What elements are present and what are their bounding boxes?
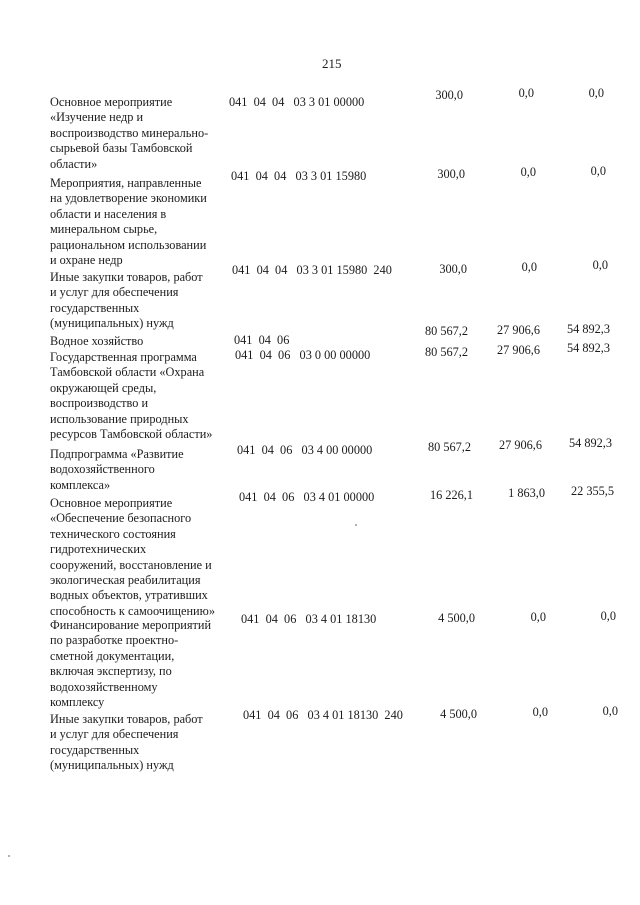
value-year-2: 0,0: [518, 86, 534, 100]
row-code: 041 04 06 03 4 00 00000: [237, 443, 373, 457]
value-year-1: 80 567,2: [424, 324, 468, 338]
row-name-line: водохозяйственного: [50, 462, 155, 477]
row-name-line: сметной документации,: [50, 648, 175, 663]
scan-speck: [355, 524, 357, 526]
row-name-line: «Обеспечение безопасного: [50, 511, 192, 526]
row-name-line: по разработке проектно-: [50, 633, 179, 648]
value-year-2: 0,0: [532, 705, 548, 719]
row-name-line: водохозяйственному: [50, 679, 158, 694]
row-name-line: и услуг для обеспечения: [50, 727, 179, 742]
row-code: 041 04 06 03 4 01 00000: [239, 490, 375, 504]
row-code: 041 04 04 03 3 01 00000: [229, 95, 365, 109]
value-year-2: 1 863,0: [508, 486, 545, 500]
value-year-3: 54 892,3: [566, 322, 610, 336]
row-name-line: минеральном сырье,: [50, 222, 158, 237]
row-name-line: и услуг для обеспечения: [50, 285, 179, 300]
row-name-line: рациональном использовании: [50, 237, 207, 252]
value-year-1: 4 500,0: [440, 707, 477, 721]
row-name-line: ресурсов Тамбовской области»: [50, 427, 213, 442]
row-name: [50, 496, 240, 619]
row-name: [50, 334, 240, 349]
value-year-2: 0,0: [530, 610, 546, 624]
row-name-line: экологическая реабилитация: [50, 573, 201, 588]
row-name-line: воспроизводство минерально-: [50, 125, 209, 140]
value-year-3: 0,0: [602, 704, 618, 718]
value-year-1: 300,0: [435, 88, 463, 102]
row-name-line: Государственная программа: [50, 350, 197, 364]
row-name-line: воспроизводство и: [50, 396, 149, 411]
value-year-3: 0,0: [592, 258, 608, 272]
row-code: 041 04 04 03 3 01 15980: [231, 169, 367, 183]
value-year-3: 0,0: [588, 86, 604, 100]
row-name: [50, 176, 240, 268]
value-year-2: 0,0: [521, 260, 537, 274]
row-name-line: Иные закупки товаров, работ: [50, 712, 203, 726]
row-name-line: Основное мероприятие: [50, 95, 173, 109]
row-name-line: Мероприятия, направленные: [50, 176, 202, 190]
row-name-line: и охране недр: [50, 253, 123, 268]
scan-speck: [8, 855, 10, 857]
row-name-line: гидротехнических: [50, 542, 147, 557]
row-name-line: окружающей среды,: [50, 380, 157, 395]
value-year-1: 16 226,1: [429, 488, 473, 502]
value-year-3: 54 892,3: [566, 341, 610, 355]
row-name-line: области и населения в: [50, 206, 167, 221]
value-year-1: 300,0: [439, 262, 467, 276]
value-year-1: 300,0: [437, 167, 465, 181]
row-name-line: Иные закупки товаров, работ: [50, 270, 203, 284]
row-name-line: (муниципальных) нужд: [50, 758, 174, 773]
row-code: 041 04 06 03 0 00 00000: [235, 348, 371, 362]
row-name-line: сырьевой базы Тамбовской: [50, 141, 193, 156]
row-name-line: Финансирование мероприятий: [50, 618, 212, 632]
row-name-line: Подпрограмма «Развитие: [50, 447, 184, 461]
value-year-1: 80 567,2: [424, 345, 468, 359]
value-year-3: 0,0: [590, 164, 606, 178]
value-year-2: 27 906,6: [496, 343, 540, 357]
value-year-2: 27 906,6: [496, 323, 540, 337]
row-name-line: области»: [50, 156, 98, 171]
row-name: [50, 712, 240, 774]
row-name-line: «Изучение недр и: [50, 110, 144, 125]
row-name: [50, 95, 240, 172]
page-number: 215: [322, 56, 342, 71]
row-code: 041 04 06: [234, 333, 290, 347]
row-name: [50, 350, 240, 442]
row-name-line: включая экспертизу, по: [50, 664, 172, 679]
row-name-line: государственных: [50, 742, 140, 757]
value-year-1: 4 500,0: [438, 611, 475, 625]
row-name-line: комплекса»: [50, 477, 111, 492]
row-name-line: Основное мероприятие: [50, 496, 173, 510]
row-code: 041 04 04 03 3 01 15980 240: [232, 263, 392, 277]
value-year-3: 54 892,3: [568, 436, 612, 450]
row-name: [50, 270, 240, 332]
row-name: [50, 447, 240, 493]
row-name-line: комплексу: [50, 695, 105, 710]
row-name: [50, 618, 240, 710]
row-name-line: Водное хозяйство: [50, 334, 144, 348]
value-year-1: 80 567,2: [427, 440, 471, 454]
value-year-2: 27 906,6: [498, 438, 542, 452]
value-year-2: 0,0: [520, 165, 536, 179]
row-name-line: Тамбовской области «Охрана: [50, 365, 205, 380]
value-year-3: 22 355,5: [570, 484, 614, 498]
row-name-line: (муниципальных) нужд: [50, 316, 174, 331]
row-code: 041 04 06 03 4 01 18130: [241, 612, 377, 626]
row-name-line: способность к самоочищению»: [50, 603, 215, 618]
row-name-line: государственных: [50, 300, 140, 315]
row-name-line: водных объектов, утративших: [50, 588, 208, 603]
value-year-3: 0,0: [600, 609, 616, 623]
row-name-line: технического состояния: [50, 526, 176, 541]
row-code: 041 04 06 03 4 01 18130 240: [243, 708, 403, 722]
row-name-line: сооружений, восстановление и: [50, 557, 212, 572]
row-name-line: на удовлетворение экономики: [50, 191, 207, 206]
row-name-line: использование природных: [50, 411, 189, 426]
